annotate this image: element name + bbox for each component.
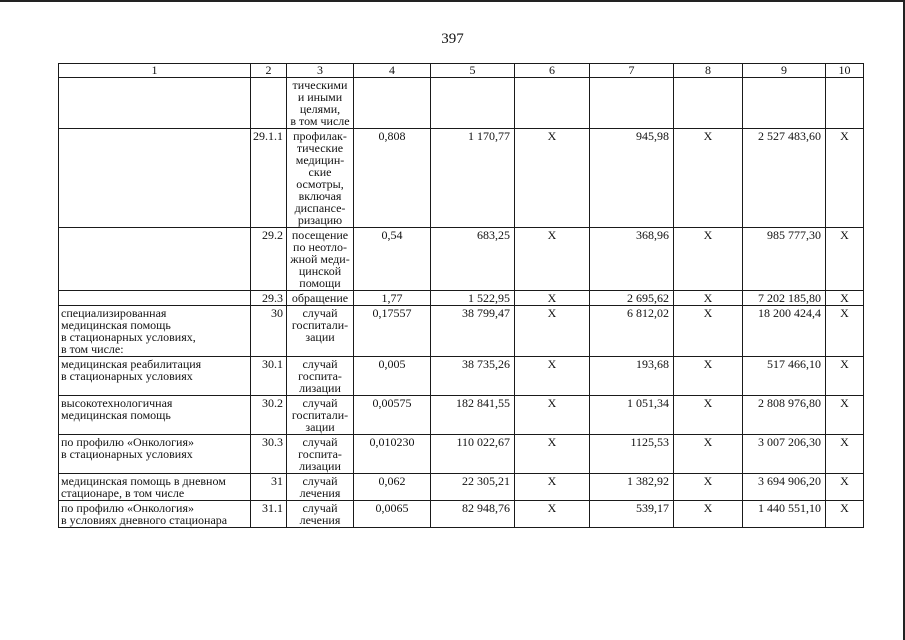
value-cell: 1 382,92 bbox=[590, 474, 674, 501]
norm-value: 0,17557 bbox=[354, 306, 431, 357]
unit-cell: профилак- тические медицин- ские осмотры, включая диспансе- ризацию bbox=[287, 129, 354, 228]
cross-mark: Х bbox=[826, 291, 864, 306]
table-row bbox=[59, 129, 864, 228]
total-value: 517 466,10 bbox=[743, 357, 826, 396]
column-header: 1 bbox=[59, 64, 251, 78]
cross-mark: Х bbox=[515, 357, 590, 396]
value-cell: 193,68 bbox=[590, 357, 674, 396]
total-value: 985 777,30 bbox=[743, 228, 826, 291]
cross-mark: Х bbox=[674, 396, 743, 435]
norm-value: 0,0065 bbox=[354, 501, 431, 528]
cost-value bbox=[431, 78, 515, 129]
row-code: 29.3 bbox=[251, 291, 287, 306]
row-code: 31 bbox=[251, 474, 287, 501]
value-cell bbox=[590, 78, 674, 129]
table-row bbox=[59, 396, 864, 435]
cross-mark: Х bbox=[826, 501, 864, 528]
row-label bbox=[59, 228, 251, 291]
column-header: 5 bbox=[431, 64, 515, 78]
cross-mark: Х bbox=[674, 306, 743, 357]
row-code: 30.3 bbox=[251, 435, 287, 474]
norm-value: 1,77 bbox=[354, 291, 431, 306]
table-row bbox=[59, 357, 864, 396]
column-header: 9 bbox=[743, 64, 826, 78]
unit-cell: обращение bbox=[287, 291, 354, 306]
column-header: 2 bbox=[251, 64, 287, 78]
total-value: 3 694 906,20 bbox=[743, 474, 826, 501]
value-cell: 945,98 bbox=[590, 129, 674, 228]
total-value: 18 200 424,4 bbox=[743, 306, 826, 357]
cross-mark: Х bbox=[674, 357, 743, 396]
unit-cell: случай госпитали- зации bbox=[287, 396, 354, 435]
cross-mark: Х bbox=[515, 474, 590, 501]
row-label: по профилю «Онкология» в условиях дневного стационара bbox=[59, 501, 251, 528]
cost-value: 22 305,21 bbox=[431, 474, 515, 501]
unit-cell: посещение по неотло- жной меди- цинской помощи bbox=[287, 228, 354, 291]
cost-value: 1 522,95 bbox=[431, 291, 515, 306]
cross-mark bbox=[826, 78, 864, 129]
total-value: 2 527 483,60 bbox=[743, 129, 826, 228]
cross-mark bbox=[515, 78, 590, 129]
row-code: 30 bbox=[251, 306, 287, 357]
row-code: 30.1 bbox=[251, 357, 287, 396]
cross-mark: Х bbox=[826, 228, 864, 291]
table-row bbox=[59, 474, 864, 501]
unit-cell: случай лечения bbox=[287, 474, 354, 501]
cross-mark: Х bbox=[515, 435, 590, 474]
cross-mark: Х bbox=[674, 474, 743, 501]
column-header: 3 bbox=[287, 64, 354, 78]
column-header: 7 bbox=[590, 64, 674, 78]
cross-mark: Х bbox=[826, 306, 864, 357]
cross-mark: Х bbox=[515, 228, 590, 291]
cross-mark: Х bbox=[674, 129, 743, 228]
cross-mark: Х bbox=[826, 474, 864, 501]
unit-cell: случай госпитали- зации bbox=[287, 306, 354, 357]
row-label bbox=[59, 78, 251, 129]
row-code: 31.1 bbox=[251, 501, 287, 528]
cross-mark: Х bbox=[674, 501, 743, 528]
row-label: специализированная медицинская помощь в стационарных условиях, в том числе: bbox=[59, 306, 251, 357]
total-value: 2 808 976,80 bbox=[743, 396, 826, 435]
cross-mark: Х bbox=[515, 501, 590, 528]
unit-cell: случай лечения bbox=[287, 501, 354, 528]
total-value: 1 440 551,10 bbox=[743, 501, 826, 528]
table-row bbox=[59, 435, 864, 474]
cross-mark: Х bbox=[826, 435, 864, 474]
row-label: медицинская реабилитация в стационарных условиях bbox=[59, 357, 251, 396]
cost-value: 110 022,67 bbox=[431, 435, 515, 474]
data-table bbox=[58, 63, 864, 528]
row-label: по профилю «Онкология» в стационарных условиях bbox=[59, 435, 251, 474]
norm-value: 0,062 bbox=[354, 474, 431, 501]
total-value bbox=[743, 78, 826, 129]
norm-value bbox=[354, 78, 431, 129]
cross-mark: Х bbox=[515, 306, 590, 357]
norm-value: 0,808 bbox=[354, 129, 431, 228]
table-row bbox=[59, 306, 864, 357]
row-label bbox=[59, 129, 251, 228]
value-cell: 6 812,02 bbox=[590, 306, 674, 357]
cross-mark bbox=[674, 78, 743, 129]
cross-mark: Х bbox=[515, 396, 590, 435]
page-number: 397 bbox=[441, 31, 464, 47]
norm-value: 0,54 bbox=[354, 228, 431, 291]
cross-mark: Х bbox=[826, 357, 864, 396]
row-code bbox=[251, 78, 287, 129]
table-row bbox=[59, 78, 864, 129]
value-cell: 368,96 bbox=[590, 228, 674, 291]
cost-value: 182 841,55 bbox=[431, 396, 515, 435]
cross-mark: Х bbox=[826, 396, 864, 435]
cross-mark: Х bbox=[674, 291, 743, 306]
unit-cell: случай госпита- лизации bbox=[287, 435, 354, 474]
column-header: 10 bbox=[826, 64, 864, 78]
row-code: 30.2 bbox=[251, 396, 287, 435]
norm-value: 0,010230 bbox=[354, 435, 431, 474]
table-body bbox=[59, 78, 864, 528]
row-label bbox=[59, 291, 251, 306]
cost-value: 82 948,76 bbox=[431, 501, 515, 528]
total-value: 3 007 206,30 bbox=[743, 435, 826, 474]
cost-value: 683,25 bbox=[431, 228, 515, 291]
cross-mark: Х bbox=[515, 129, 590, 228]
cost-value: 38 735,26 bbox=[431, 357, 515, 396]
total-value: 7 202 185,80 bbox=[743, 291, 826, 306]
cross-mark: Х bbox=[826, 129, 864, 228]
cost-value: 1 170,77 bbox=[431, 129, 515, 228]
norm-value: 0,00575 bbox=[354, 396, 431, 435]
top-scan-edge bbox=[0, 0, 905, 2]
value-cell: 2 695,62 bbox=[590, 291, 674, 306]
row-code: 29.2 bbox=[251, 228, 287, 291]
table-row bbox=[59, 501, 864, 528]
row-label: высокотехнологичная медицинская помощь bbox=[59, 396, 251, 435]
row-label: медицинская помощь в дневном стационаре, в том числе bbox=[59, 474, 251, 501]
value-cell: 1 051,34 bbox=[590, 396, 674, 435]
cross-mark: Х bbox=[515, 291, 590, 306]
column-header: 6 bbox=[515, 64, 590, 78]
table-row bbox=[59, 291, 864, 306]
cross-mark: Х bbox=[674, 228, 743, 291]
row-code: 29.1.1 bbox=[251, 129, 287, 228]
column-number-row bbox=[59, 64, 864, 78]
unit-cell: случай госпита- лизации bbox=[287, 357, 354, 396]
norm-value: 0,005 bbox=[354, 357, 431, 396]
cross-mark: Х bbox=[674, 435, 743, 474]
cost-value: 38 799,47 bbox=[431, 306, 515, 357]
table-row bbox=[59, 228, 864, 291]
value-cell: 1125,53 bbox=[590, 435, 674, 474]
column-header: 8 bbox=[674, 64, 743, 78]
column-header: 4 bbox=[354, 64, 431, 78]
value-cell: 539,17 bbox=[590, 501, 674, 528]
unit-cell: тическими и иными целями, в том числе bbox=[287, 78, 354, 129]
